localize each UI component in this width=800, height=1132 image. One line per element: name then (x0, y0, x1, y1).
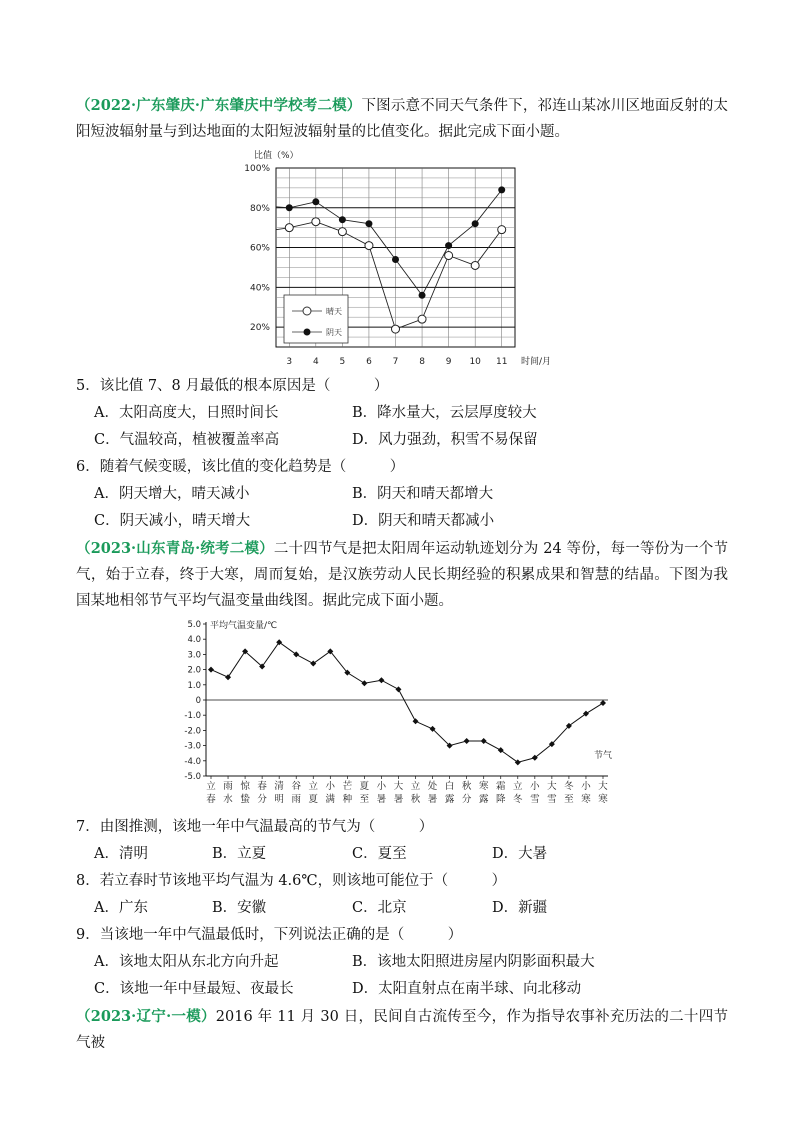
y-tick-label: 1.0 (187, 680, 201, 691)
x-tick-label-bottom: 水 (223, 794, 233, 805)
x-tick-label: 3 (286, 357, 293, 367)
y-tick-label: -2.0 (184, 726, 201, 737)
x-tick-label-top: 小 (325, 781, 336, 792)
q5-option-c[interactable]: C．气温较高，植被覆盖率高 (94, 432, 280, 448)
source-tag-2: （2023·山东青岛·统考二模） (76, 540, 274, 557)
data-point-sunny (312, 218, 320, 226)
q8-option-d[interactable]: D．新疆 (492, 900, 548, 916)
data-point-diamond (464, 738, 470, 744)
y-tick-label: 40% (249, 283, 270, 294)
q7-option-c[interactable]: C．夏至 (352, 846, 407, 862)
data-point-sunny (418, 315, 426, 323)
x-tick-label-top: 夏 (359, 781, 370, 792)
x-tick-label-bottom: 暑 (427, 794, 438, 805)
temperature-series-line (211, 642, 603, 762)
data-point-sunny (338, 228, 346, 236)
x-tick-label-bottom: 分 (257, 794, 267, 805)
data-point-diamond (481, 738, 487, 744)
q6-option-d[interactable]: D．阴天和晴天都减小 (352, 513, 495, 529)
data-point-sunny (365, 242, 373, 250)
x-tick-label-top: 雨 (223, 781, 233, 792)
x-tick-label-bottom: 夏 (308, 794, 319, 805)
x-tick-label-bottom: 暑 (376, 794, 387, 805)
q5-option-b[interactable]: B．降水量大，云层厚度较大 (352, 405, 537, 421)
x-tick-label-bottom: 明 (274, 794, 284, 805)
q5-option-d[interactable]: D．风力强劲，积雪不易保留 (352, 432, 538, 448)
intro-text-3: 2016 年 11 月 30 日，民间自古流传至今，作为指导农事补充历法的二十四节气被 (76, 1009, 728, 1051)
x-tick-label-bottom: 秋 (410, 794, 421, 805)
y-tick-label: 0 (195, 696, 201, 706)
x-tick-label-bottom: 至 (564, 794, 574, 805)
q7-option-a[interactable]: A．清明 (94, 846, 148, 862)
x-tick-label-top: 大 (393, 781, 404, 792)
y-axis-label: 比值（%） (254, 151, 299, 161)
question-5-stem: 5．该比值 7、8 月最低的根本原因是（ ） (76, 378, 389, 394)
x-tick-label-top: 春 (257, 781, 267, 792)
data-point-diamond (361, 680, 367, 686)
x-tick-label-bottom: 暑 (393, 794, 404, 805)
y-tick-label: 5.0 (187, 620, 201, 630)
q9-option-b[interactable]: B．该地太阳照进房屋内阴影面积最大 (352, 954, 595, 970)
x-tick-label-top: 立 (410, 781, 421, 792)
data-point-diamond (378, 677, 384, 683)
x-tick-label: 8 (419, 357, 425, 367)
data-point-sunny (445, 252, 453, 260)
x-tick-label-bottom: 露 (478, 794, 489, 805)
data-point-diamond (208, 667, 214, 673)
x-tick-label: 4 (312, 357, 319, 367)
x-axis-label: 节气 (594, 750, 613, 761)
data-point-cloudy (365, 220, 372, 227)
x-tick-label: 6 (366, 357, 372, 367)
data-point-cloudy (445, 242, 452, 249)
x-tick-label: 11 (495, 357, 508, 367)
data-point-sunny (471, 261, 479, 269)
q7-option-d[interactable]: D．大暑 (492, 846, 548, 862)
y-tick-label: 100% (244, 164, 270, 174)
x-tick-label-top: 小 (581, 781, 591, 792)
legend-label-cloudy: 阴天 (326, 328, 342, 337)
q9-option-a[interactable]: A．该地太阳从东北方向升起 (94, 954, 279, 970)
legend-marker-cloudy (304, 329, 311, 336)
data-point-sunny (498, 226, 506, 234)
intro-paragraph-3 (76, 1004, 728, 1056)
x-tick-label-top: 谷 (291, 781, 301, 792)
x-tick-label-top: 寒 (478, 781, 489, 792)
x-tick-label-top: 芒 (342, 781, 353, 792)
x-tick-label-bottom: 蛰 (240, 794, 250, 805)
x-tick-label-top: 秋 (461, 781, 472, 792)
x-tick-label-bottom: 冬 (513, 794, 523, 805)
x-tick-label-bottom: 雪 (530, 794, 540, 805)
x-tick-label-bottom: 分 (461, 794, 472, 805)
legend-marker-sunny (303, 307, 311, 315)
y-tick-label: 4.0 (187, 635, 201, 646)
q8-option-a[interactable]: A．广东 (94, 900, 148, 916)
x-tick-label-bottom: 种 (342, 794, 353, 805)
x-axis-label: 时间/月 (521, 357, 552, 367)
data-point-cloudy (472, 220, 479, 227)
q7-option-b[interactable]: B．立夏 (212, 846, 267, 862)
y-tick-label: -3.0 (184, 741, 201, 752)
x-tick-label-bottom: 春 (206, 794, 216, 805)
question-9-stem: 9．当该地一年中气温最低时，下列说法正确的是（ ） (76, 927, 463, 943)
x-tick-label-top: 立 (513, 781, 523, 792)
intro-paragraph-2 (76, 536, 728, 614)
question-6-stem: 6．随着气候变暖，该比值的变化趋势是（ ） (76, 459, 405, 475)
source-tag-3: （2023·辽宁·一模） (76, 1008, 216, 1025)
x-tick-label-bottom: 满 (325, 794, 336, 805)
q8-option-b[interactable]: B．安徽 (212, 900, 267, 916)
x-tick-label-top: 白 (444, 781, 455, 792)
y-tick-label: 60% (249, 243, 270, 254)
data-point-sunny (285, 224, 293, 232)
source-tag-1: （2022·广东肇庆·广东肇庆中学校考二模） (76, 97, 362, 114)
data-point-diamond (225, 674, 231, 680)
x-tick-label: 5 (339, 357, 346, 367)
data-point-cloudy (498, 186, 505, 193)
y-tick-label: -4.0 (184, 756, 201, 767)
x-tick-label-bottom: 降 (495, 794, 506, 805)
q9-option-d[interactable]: D．太阳直射点在南半球、向北移动 (352, 981, 582, 997)
legend-label-sunny: 晴天 (326, 307, 342, 316)
y-tick-label: 3.0 (187, 650, 201, 661)
x-tick-label-top: 惊 (240, 781, 250, 792)
q6-option-a[interactable]: A．阴天增大，晴天减小 (94, 486, 250, 502)
x-tick-label-bottom: 寒 (581, 794, 591, 805)
solar-term-temperature-chart (176, 614, 636, 814)
y-tick-label: -1.0 (184, 711, 201, 722)
q6-option-b[interactable]: B．阴天和晴天都增大 (352, 486, 494, 502)
data-point-cloudy (392, 256, 399, 263)
question-7-stem: 7．由图推测，该地一年中气温最高的节气为（ ） (76, 819, 434, 835)
q5-option-a[interactable]: A．太阳高度大，日照时间长 (94, 405, 279, 421)
x-tick-label-bottom: 至 (359, 794, 370, 805)
q8-option-c[interactable]: C．北京 (352, 900, 407, 916)
q9-option-c[interactable]: C．该地一年中昼最短、夜最长 (94, 981, 294, 997)
x-tick-label: 7 (392, 357, 399, 367)
data-point-diamond (413, 718, 419, 724)
x-tick-label-top: 立 (206, 781, 216, 792)
data-point-diamond (600, 700, 606, 706)
data-point-cloudy (339, 216, 346, 223)
q6-option-c[interactable]: C．阴天减小，晴天增大 (94, 513, 251, 529)
data-point-diamond (395, 686, 401, 692)
y-tick-label: 2.0 (187, 665, 201, 676)
x-tick-label-top: 小 (376, 781, 387, 792)
x-tick-label-top: 立 (308, 781, 319, 792)
x-tick-label: 9 (445, 357, 452, 367)
series-line-cloudy (276, 190, 502, 295)
data-point-cloudy (312, 198, 319, 205)
data-point-cloudy (286, 204, 293, 211)
x-tick-label-top: 大 (598, 781, 608, 792)
x-tick-label-top: 小 (530, 781, 540, 792)
y-tick-label: 80% (249, 203, 270, 214)
intro-text-2: 二十四节气是把太阳周年运动轨迹划分为 24 等份，每一等份为一个节气，始于立春，终于大寒，周而复始，是汉族劳动人民长期经验的积累成果和智慧的结晶。下图为我国某地相邻节气平均气温变量曲线图。据此完成下面小题。 (76, 541, 729, 609)
intro-paragraph-1 (76, 93, 728, 145)
x-tick-label-bottom: 雪 (547, 794, 557, 805)
x-tick-label-bottom: 寒 (598, 794, 608, 805)
intro-text-1: 下图示意不同天气条件下，祁连山某冰川区地面反射的太阳短波辐射量与到达地面的太阳短波辐射量的比值变化。据此完成下面小题。 (76, 98, 729, 140)
x-tick-label-top: 大 (547, 781, 557, 792)
y-tick-label: -5.0 (184, 772, 201, 782)
x-tick-label-top: 清 (274, 781, 284, 792)
albedo-ratio-chart (238, 142, 568, 374)
x-tick-label: 10 (469, 357, 481, 367)
question-8-stem: 8．若立春时节该地平均气温为 4.6℃，则该地可能位于（ ） (76, 873, 507, 889)
x-tick-label-top: 霜 (495, 781, 506, 792)
x-tick-label-top: 冬 (564, 781, 574, 792)
y-tick-label: 20% (249, 323, 270, 334)
data-point-cloudy (419, 292, 426, 299)
x-tick-label-bottom: 雨 (291, 794, 301, 805)
data-point-sunny (392, 325, 400, 333)
x-tick-label-bottom: 露 (444, 794, 455, 805)
x-tick-label-top: 处 (427, 781, 438, 792)
y-axis-label: 平均气温变量/℃ (210, 621, 278, 631)
